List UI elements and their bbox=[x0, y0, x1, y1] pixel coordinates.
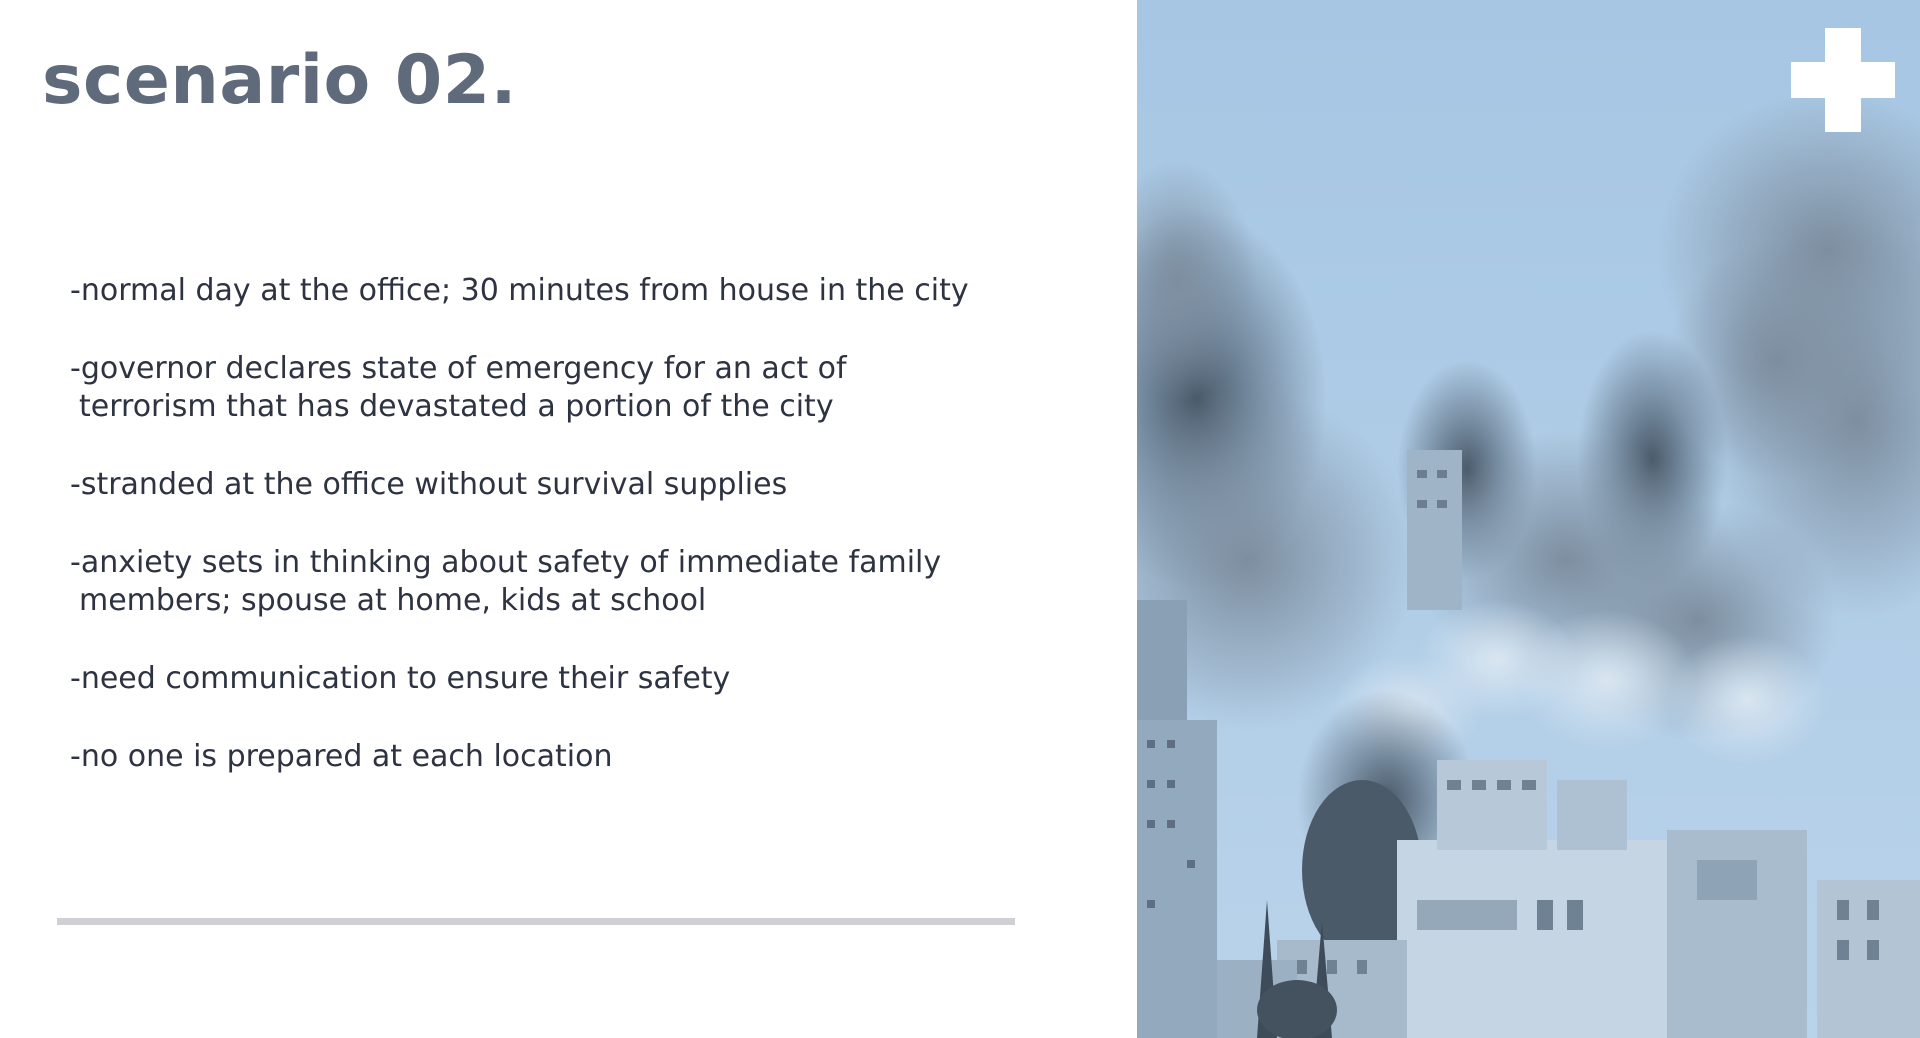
slide-title: scenario 02. bbox=[42, 41, 517, 120]
bullet-item: -need communication to ensure their safety bbox=[70, 661, 731, 696]
bullet-list bbox=[70, 272, 1030, 816]
divider-line bbox=[57, 918, 1015, 925]
bullet-item: -no one is prepared at each location bbox=[70, 739, 613, 774]
bullet-item: -normal day at the office; 30 minutes from house in the city bbox=[70, 273, 969, 308]
explosion-photo bbox=[1137, 0, 1920, 1038]
plus-icon bbox=[1791, 28, 1895, 132]
bullet-item: -anxiety sets in thinking about safety of immediate family members; spouse at home, kids at school bbox=[70, 545, 942, 618]
bullet-item: -governor declares state of emergency for an act of terrorism that has devastated a portion of the city bbox=[70, 351, 847, 424]
bullet-item: -stranded at the office without survival supplies bbox=[70, 467, 788, 502]
